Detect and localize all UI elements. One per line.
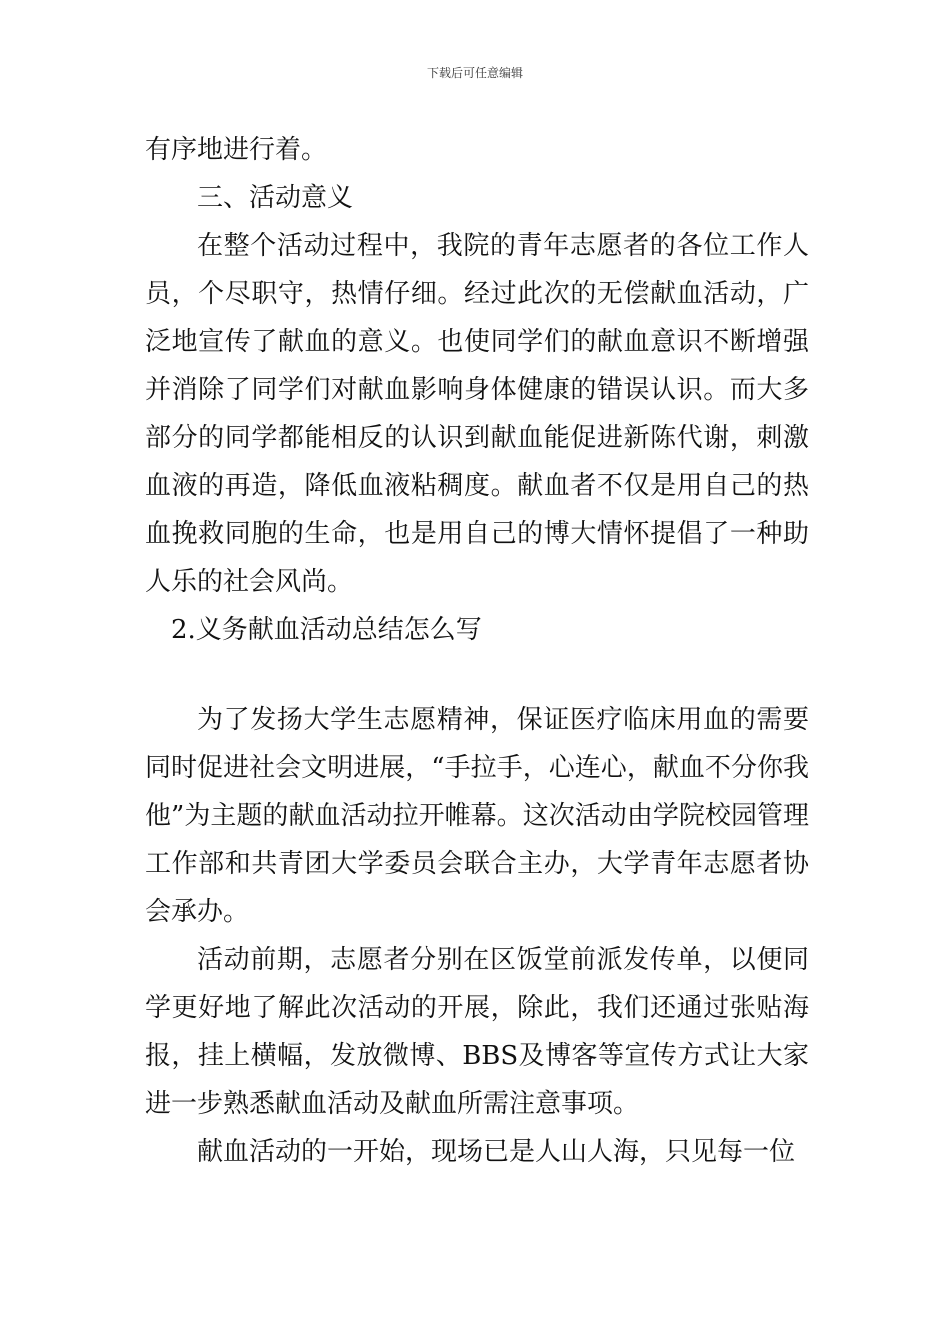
paragraph-activity-significance: 在整个活动过程中，我院的青年志愿者的各位工作人员，个尽职守，热情仔细。经过此次的无偿献血活动，广泛地宣传了献血的意义。也使同学们的献血意识不断增强并消除了同学们对献血影响身体健康的错误认识。而大多部分的同学都能相反的认识到献血能促进新陈代谢，刺激血液的再造，降低血液粘稠度。献血者不仅是用自己的热血挽救同胞的生命，也是用自己的博大情怀提倡了一种助人乐的社会风尚。 <box>145 231 809 597</box>
page-header: 下载后可任意编辑 <box>426 66 523 80</box>
article-title: 2.义务献血活动总结怎么写 <box>171 615 482 645</box>
paragraph-continuation: 有序地进行着。 <box>145 135 328 165</box>
section-heading: 三、活动意义 <box>197 183 354 213</box>
document-body <box>145 126 809 1176</box>
blank-line <box>145 654 809 696</box>
paragraph-start: 献血活动的一开始，现场已是人山人海，只见每一位 <box>197 1137 796 1167</box>
paragraph-intro: 为了发扬大学生志愿精神，保证医疗临床用血的需要同时促进社会文明进展，“手拉手，心连心，献血不分你我他”为主题的献血活动拉开帷幕。这次活动由学院校园管理工作部和共青团大学委员会联合主办，大学青年志愿者协会承办。 <box>145 705 809 927</box>
paragraph-early-stage: 活动前期，志愿者分别在区饭堂前派发传单，以便同学更好地了解此次活动的开展，除此，我们还通过张贴海报，挂上横幅，发放微博、BBS及博客等宣传方式让大家进一步熟悉献血活动及献血所需注意事项。 <box>145 945 809 1119</box>
